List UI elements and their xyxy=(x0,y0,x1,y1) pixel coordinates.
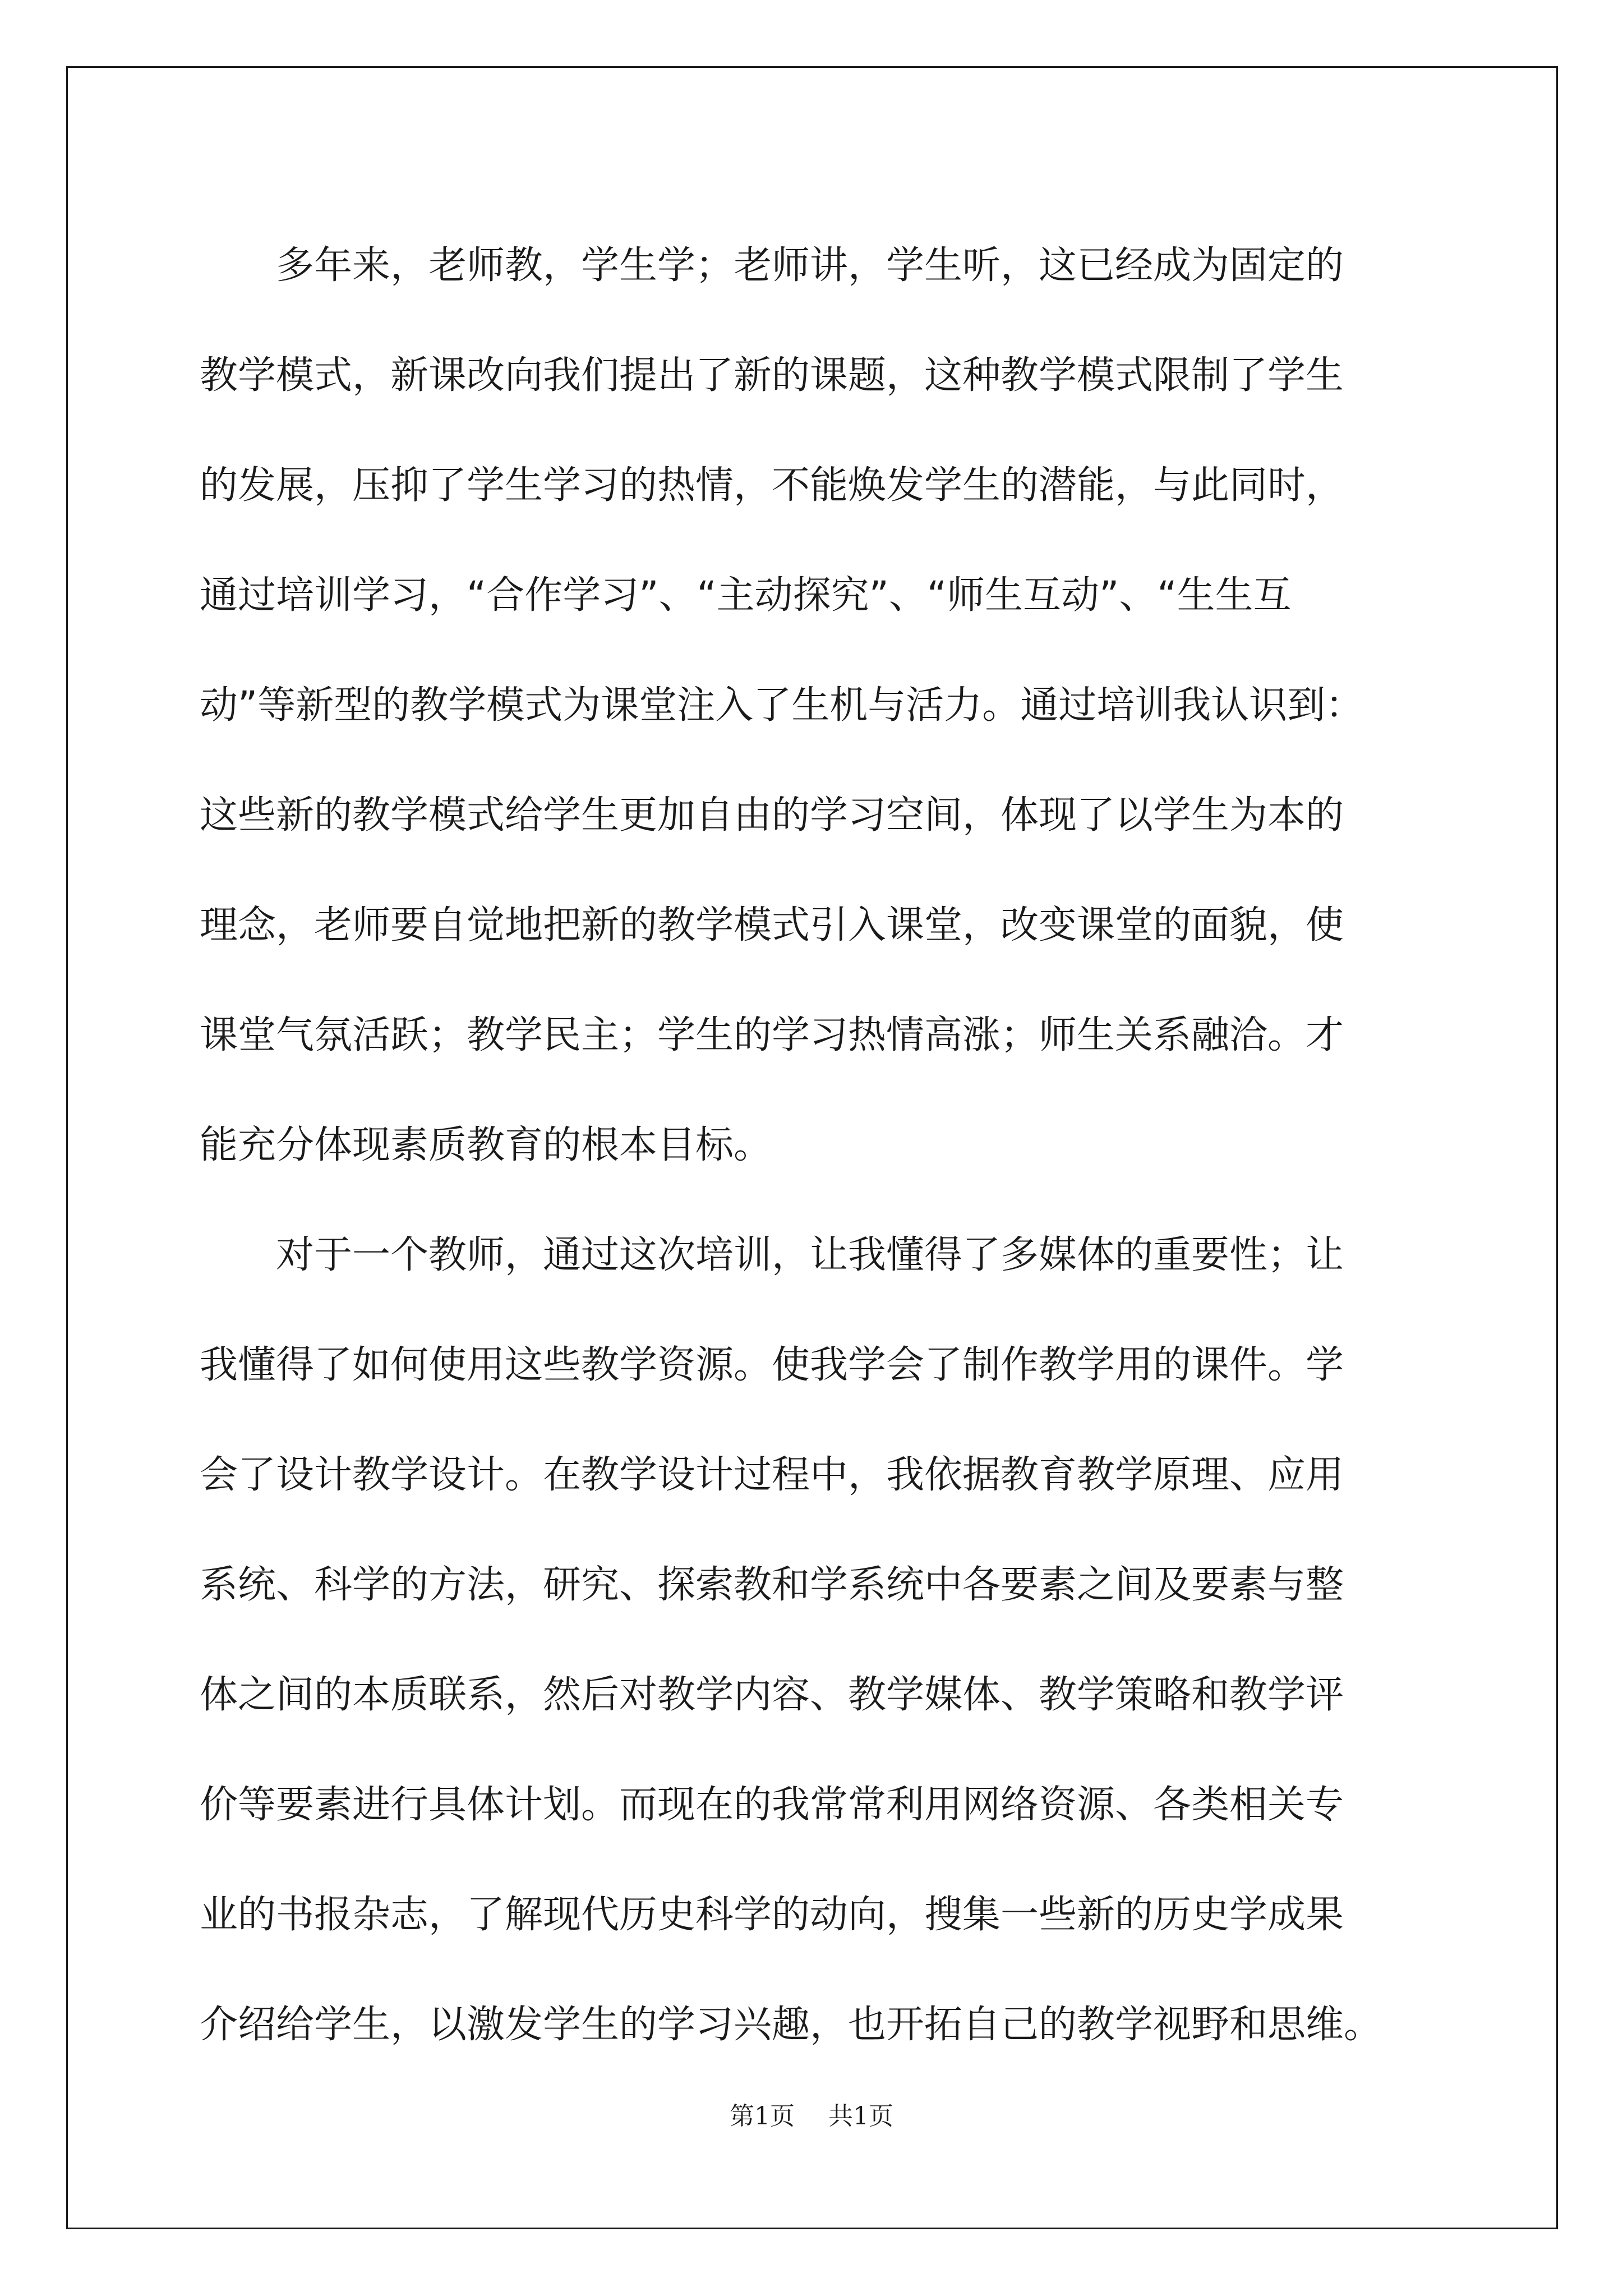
paragraph-2 xyxy=(200,1200,1433,2080)
paragraph-line: 的发展，压抑了学生学习的热情，不能焕发学生的潜能，与此同时， xyxy=(200,463,1344,508)
paragraph-line: 业的书报杂志，了解现代历史科学的动向，搜集一些新的历史学成果 xyxy=(200,1893,1344,1937)
paragraph-line: 通过培训学习，“合作学习”、“主动探究”、“师生互动”、“生生互 xyxy=(200,573,1292,618)
paragraph-line: 这些新的教学模式给学生更加自由的学习空间，体现了以学生为本的 xyxy=(200,793,1344,838)
paragraph-line: 理念，老师要自觉地把新的教学模式引入课堂，改变课堂的面貌，使 xyxy=(200,903,1344,947)
page-number-total: 共1页 xyxy=(828,2102,893,2131)
paragraph-line: 体之间的本质联系，然后对教学内容、教学媒体、教学策略和教学评 xyxy=(200,1673,1344,1717)
paragraph-line: 对于一个教师，通过这次培训，让我懂得了多媒体的重要性；让 xyxy=(276,1233,1344,1277)
paragraph-line: 价等要素进行具体计划。而现在的我常常利用网络资源、各类相关专 xyxy=(200,1783,1344,1827)
paragraph-line: 教学模式，新课改向我们提出了新的课题，这种教学模式限制了学生 xyxy=(200,353,1344,398)
paragraph-line: 介绍给学生，以激发学生的学习兴趣，也开拓自己的教学视野和思维。 xyxy=(200,2003,1382,2047)
document-body xyxy=(200,211,1433,2080)
paragraph-line: 我懂得了如何使用这些教学资源。使我学会了制作教学用的课件。学 xyxy=(200,1343,1344,1387)
paragraph-line: 能充分体现素质教育的根本目标。 xyxy=(200,1123,772,1167)
paragraph-line: 会了设计教学设计。在教学设计过程中，我依据教育教学原理、应用 xyxy=(200,1453,1344,1497)
paragraph-line: 动”等新型的教学模式为课堂注入了生机与活力。通过培训我认识到： xyxy=(200,683,1364,728)
paragraph-line: 课堂气氛活跃；教学民主；学生的学习热情高涨；师生关系融洽。才 xyxy=(200,1013,1344,1057)
paragraph-line: 系统、科学的方法，研究、探索教和学系统中各要素之间及要素与整 xyxy=(200,1563,1344,1607)
page-number-current: 第1页 xyxy=(730,2102,795,2131)
page-footer xyxy=(0,2100,1623,2133)
paragraph-line: 多年来，老师教，学生学；老师讲，学生听，这已经成为固定的 xyxy=(276,243,1344,288)
paragraph-1 xyxy=(200,211,1433,1200)
